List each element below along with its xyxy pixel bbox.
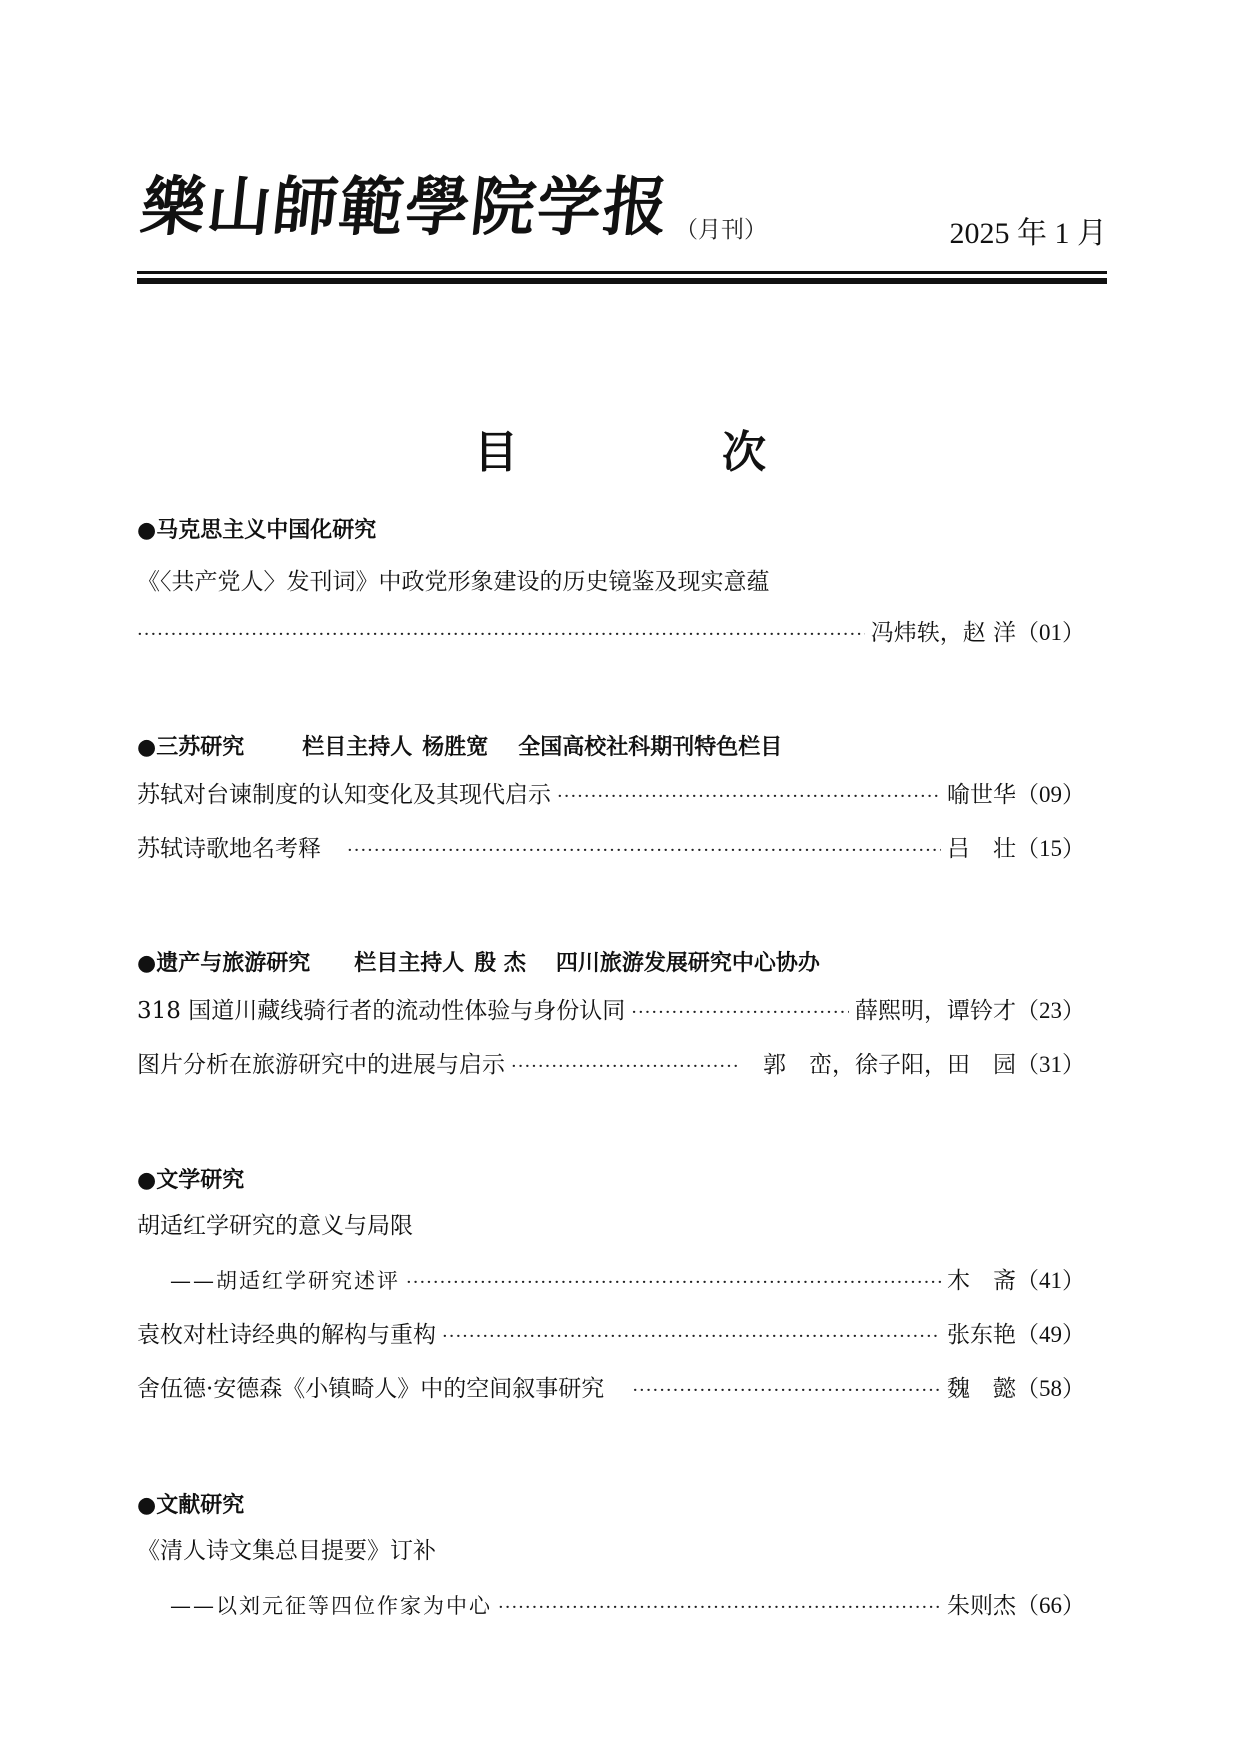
section-heading-text: ●遗产与旅游研究 xyxy=(137,951,311,976)
article-subtitle: ——以刘元征等四位作家为中心 xyxy=(170,1594,492,1618)
column-host-name: 杨胜宽 xyxy=(422,735,489,760)
article-page: （01） xyxy=(1016,620,1085,645)
article-authors: 张东艳 xyxy=(947,1322,1016,1348)
section-heading-text: ●马克思主义中国化研究 xyxy=(137,518,377,543)
article-page: （49） xyxy=(1016,1322,1085,1347)
section-heading-text: ●三苏研究 xyxy=(137,735,245,760)
dot-leader xyxy=(511,1056,737,1077)
dot-leader xyxy=(137,624,865,645)
dot-leader xyxy=(498,1597,941,1618)
section-heading-heritage xyxy=(137,946,1087,977)
article-page: （66） xyxy=(1016,1593,1085,1618)
journal-frequency: （月刊） xyxy=(675,217,767,243)
issue-date: 2025 年 1 月 xyxy=(949,217,1107,250)
article-page: （09） xyxy=(1016,782,1085,807)
journal-logo: 樂山師範學院学报 xyxy=(137,170,674,245)
column-host-label: 栏目主持人 xyxy=(354,951,465,976)
article-title: 图片分析在旅游研究中的进展与启示 xyxy=(137,1052,505,1078)
article-authors: 朱则杰 xyxy=(947,1593,1016,1619)
article-title: 苏轼诗歌地名考释 xyxy=(137,836,321,862)
column-host-label: 栏目主持人 xyxy=(302,735,413,760)
article-title[interactable]: 《清人诗文集总目提要》订补 xyxy=(137,1538,436,1564)
section-heading-text: ●文学研究 xyxy=(137,1168,245,1193)
article-title: 舍伍德·安德森《小镇畸人》中的空间叙事研究 xyxy=(137,1376,605,1402)
toc-entry[interactable] xyxy=(137,776,1085,810)
dot-leader xyxy=(347,840,941,861)
section-heading-marxism xyxy=(137,513,1087,544)
article-authors: 魏 懿 xyxy=(947,1376,1016,1402)
article-page: （58） xyxy=(1016,1376,1085,1401)
toc-entry[interactable] xyxy=(137,1046,1085,1080)
toc-entry[interactable] xyxy=(137,830,1085,864)
article-authors: 喻世华 xyxy=(947,782,1016,808)
section-heading-literature xyxy=(137,1163,1087,1194)
article-authors: 吕 壮 xyxy=(947,836,1016,862)
toc-entry[interactable] xyxy=(137,992,1085,1026)
article-page: （15） xyxy=(1016,836,1085,861)
toc-entry[interactable] xyxy=(137,1370,1085,1404)
article-authors: 郭 峦，徐子阳，田 园 xyxy=(763,1052,1016,1078)
article-page: （23） xyxy=(1016,998,1085,1023)
article-title[interactable]: 胡适红学研究的意义与局限 xyxy=(137,1213,413,1239)
dot-leader xyxy=(406,1272,941,1293)
masthead xyxy=(137,168,1107,258)
article-authors: 木 斋 xyxy=(947,1268,1016,1294)
dot-leader xyxy=(442,1326,941,1347)
section-heading-documents xyxy=(137,1488,1087,1519)
article-title: 318 国道川藏线骑行者的流动性体验与身份认同 xyxy=(137,998,626,1024)
dot-leader xyxy=(557,786,941,807)
dot-leader xyxy=(631,1002,849,1023)
section-note: 全国高校社科期刊特色栏目 xyxy=(518,735,783,760)
section-heading-text: ●文献研究 xyxy=(137,1493,245,1518)
toc-entry[interactable] xyxy=(170,1262,1085,1296)
section-heading-sansu xyxy=(137,730,1087,761)
header-rule-thin xyxy=(137,271,1107,274)
article-page: （41） xyxy=(1016,1268,1085,1293)
toc-entry[interactable] xyxy=(170,1587,1085,1621)
toc-title: 目 次 xyxy=(474,427,846,478)
column-host-name: 殷 杰 xyxy=(474,951,526,976)
article-title: 袁枚对杜诗经典的解构与重构 xyxy=(137,1322,436,1348)
dot-leader xyxy=(632,1380,941,1401)
toc-entry[interactable] xyxy=(137,1316,1085,1350)
toc-entry[interactable] xyxy=(137,614,1085,648)
section-note: 四川旅游发展研究中心协办 xyxy=(555,951,820,976)
article-title: 苏轼对台谏制度的认知变化及其现代启示 xyxy=(137,782,551,808)
article-authors: 冯炜轶，赵 洋 xyxy=(870,620,1016,646)
header-rule-thick xyxy=(137,278,1107,284)
article-title[interactable]: 《〈共产党人〉发刊词》中政党形象建设的历史镜鉴及现实意蕴 xyxy=(137,569,770,595)
article-page: （31） xyxy=(1016,1052,1085,1077)
article-authors: 薛熙明，谭钤才 xyxy=(855,998,1016,1024)
article-subtitle: ——胡适红学研究述评 xyxy=(170,1269,400,1293)
